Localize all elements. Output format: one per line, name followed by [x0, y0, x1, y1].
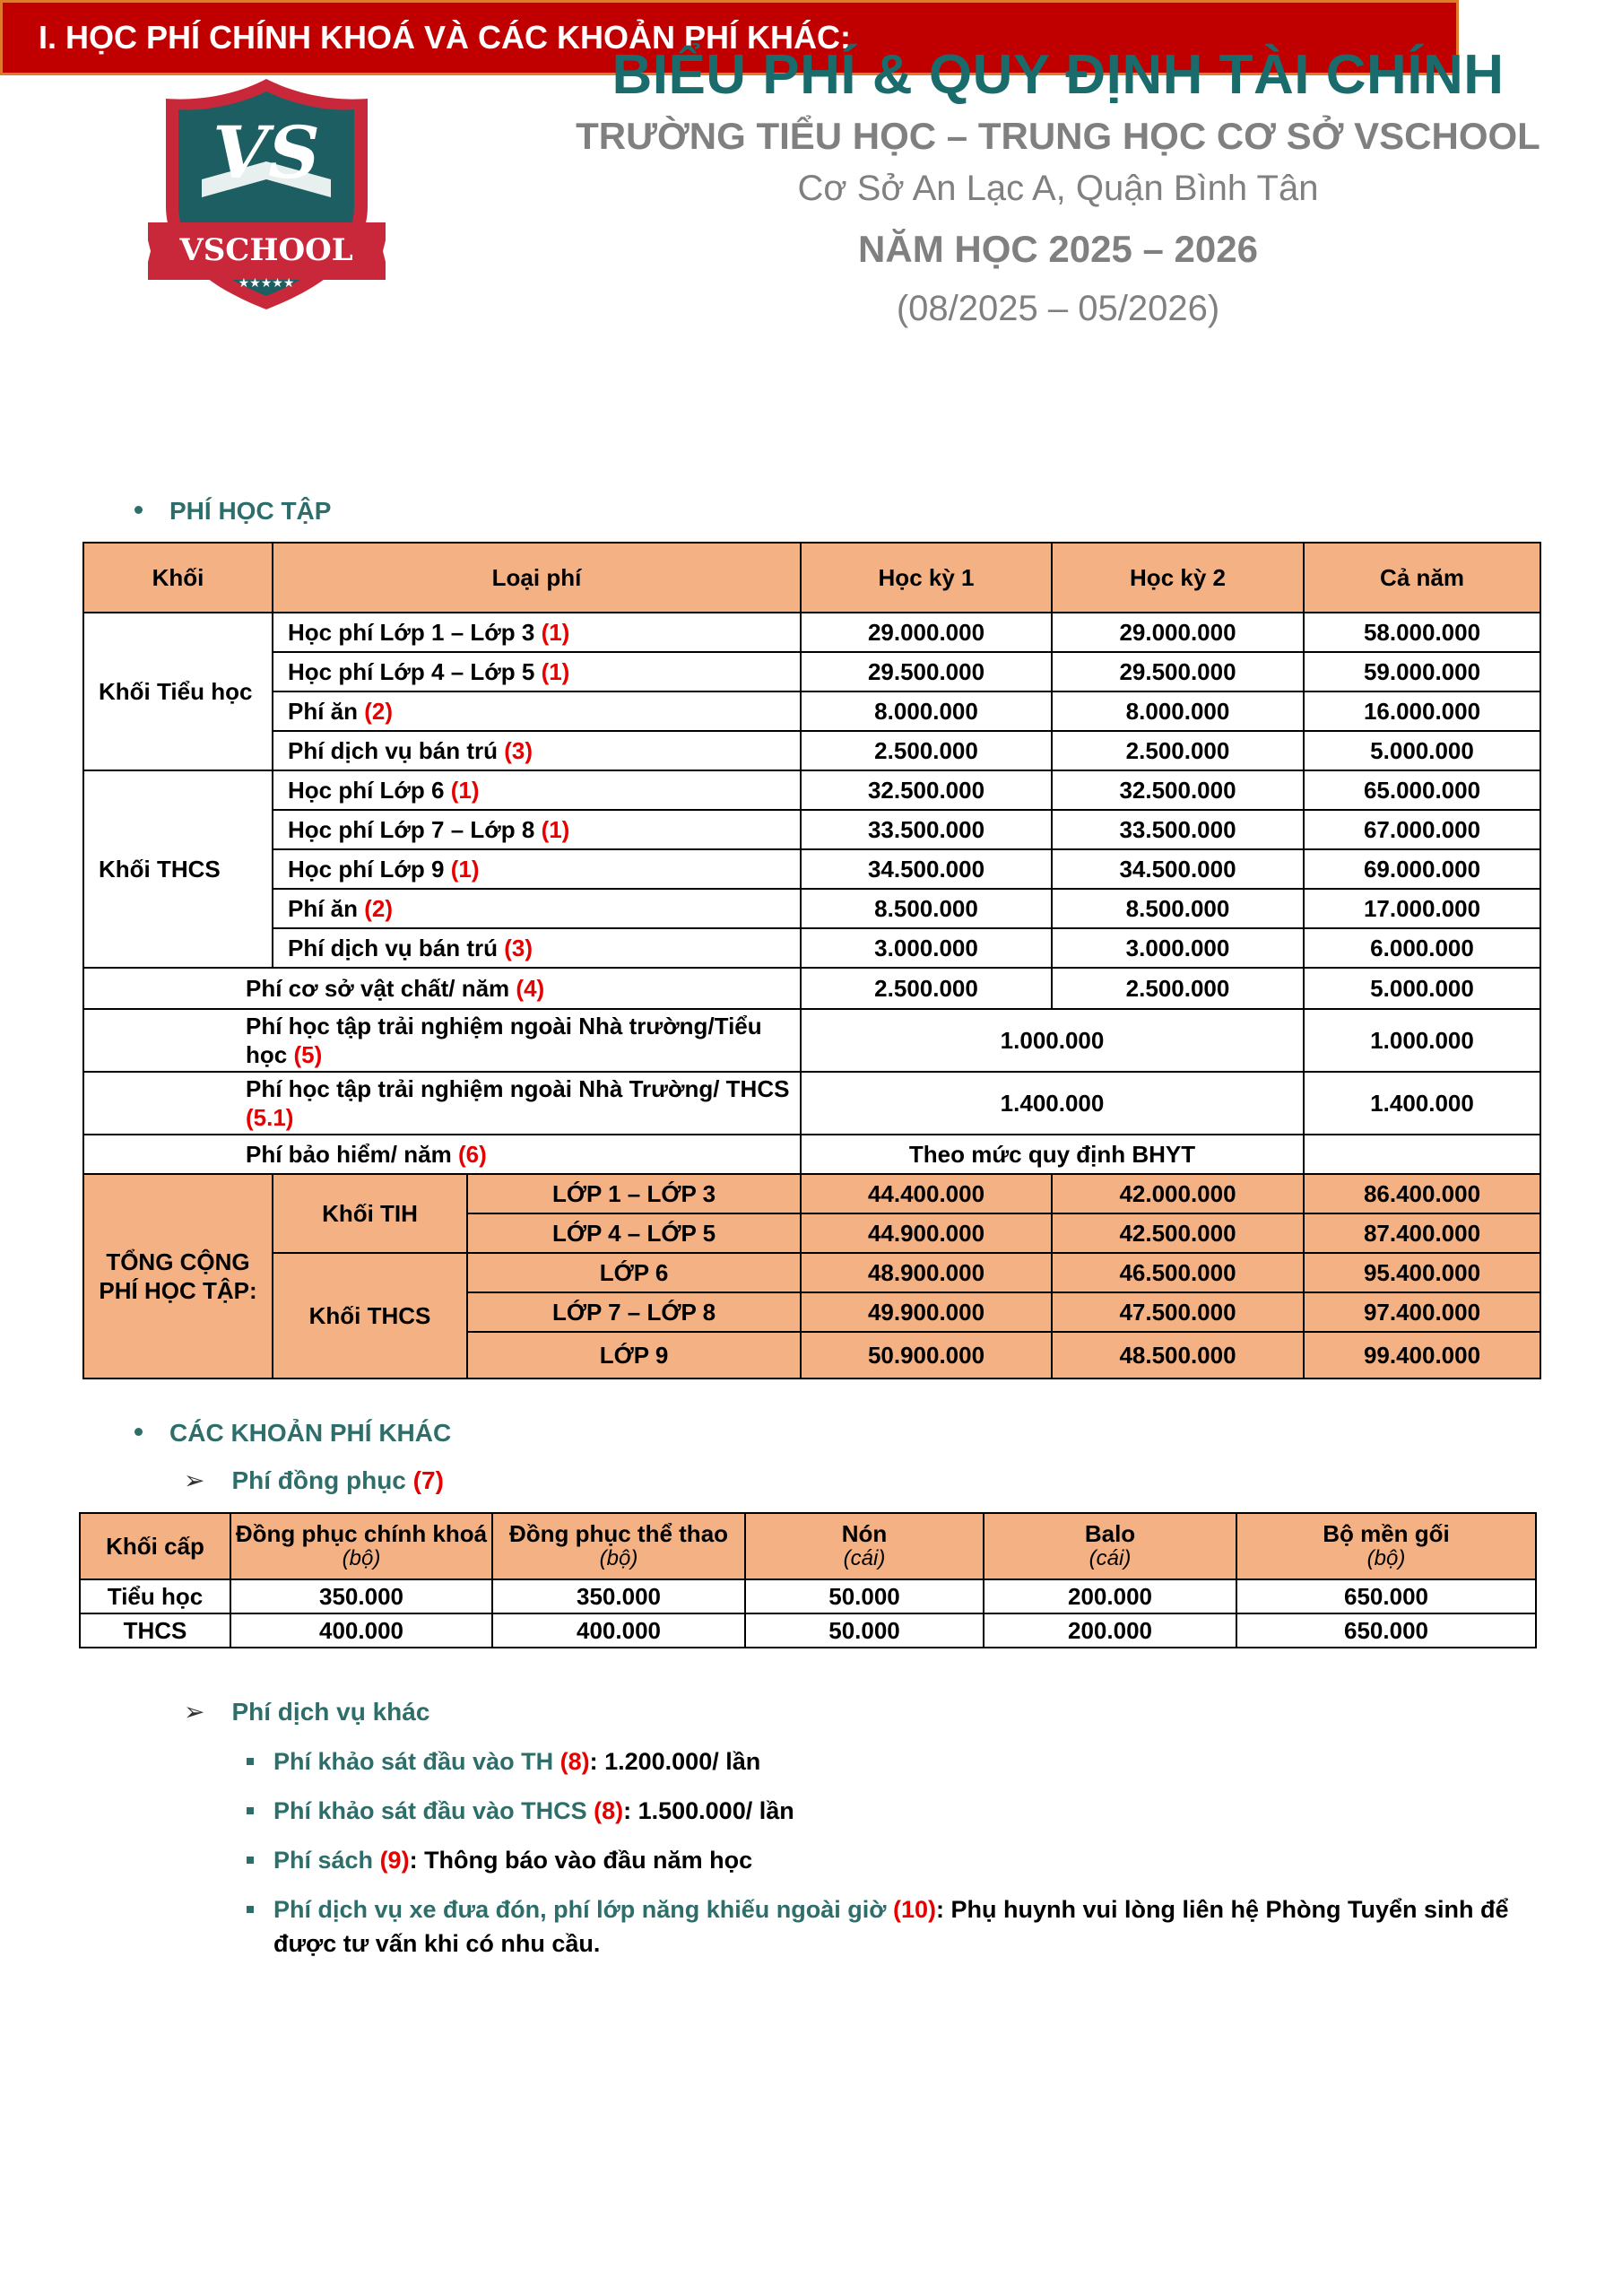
total-grade: LỚP 9 — [467, 1332, 801, 1378]
fee-year: 16.000.000 — [1304, 691, 1540, 731]
other-fees-heading — [134, 1419, 451, 1448]
total-year: 87.400.000 — [1304, 1213, 1540, 1253]
total-label: TỔNG CỘNG PHÍ HỌC TẬP: — [83, 1174, 273, 1378]
fee-label: Học phí Lớp 6 (1) — [273, 770, 801, 810]
table-row — [83, 613, 1540, 652]
table-row — [83, 928, 1540, 968]
services-heading — [184, 1697, 429, 1726]
total-year: 99.400.000 — [1304, 1332, 1540, 1378]
campus-name: Cơ Sở An Lạc A, Quận Bình Tân — [797, 169, 1319, 208]
tuition-table — [82, 542, 1541, 1379]
facility-label: Phí cơ sở vật chất/ năm (4) — [83, 968, 801, 1009]
table-row — [83, 691, 1540, 731]
total-grade: LỚP 1 – LỚP 3 — [467, 1174, 801, 1213]
arrow-icon: ➢ — [184, 1466, 205, 1494]
tuition-heading-label: PHÍ HỌC TẬP — [169, 497, 332, 525]
insurance-value: Theo mức quy định BHYT — [801, 1135, 1304, 1174]
fee-year: 65.000.000 — [1304, 770, 1540, 810]
bullet-square-icon — [247, 1906, 254, 1913]
insurance-label: Phí bảo hiểm/ năm (6) — [83, 1135, 801, 1174]
uniform-sport: 400.000 — [492, 1613, 745, 1648]
fee-label: Phí ăn (2) — [273, 889, 801, 928]
table-row — [83, 1009, 1540, 1072]
table-row — [83, 731, 1540, 770]
service-item: Phí dịch vụ xe đưa đón, phí lớp năng khiếu ngoài giờ (10): Phụ huynh vui lòng liên hệ Phòng Tuyển sinh để được tư vấn khi có nhu cầu. — [273, 1892, 1529, 1961]
total-hk1: 48.900.000 — [801, 1253, 1052, 1292]
bullet-square-icon — [247, 1758, 254, 1765]
table-row — [83, 1135, 1540, 1174]
fee-hk2: 2.500.000 — [1052, 731, 1304, 770]
total-group-primary: Khối TIH — [273, 1174, 467, 1253]
fee-hk2: 34.500.000 — [1052, 849, 1304, 889]
uniform-heading-label: Phí đồng phục — [231, 1466, 406, 1494]
bullet-square-icon — [247, 1857, 254, 1864]
facility-hk1: 2.500.000 — [801, 968, 1052, 1009]
table-row — [83, 889, 1540, 928]
fee-hk2: 8.500.000 — [1052, 889, 1304, 928]
fee-hk1: 29.000.000 — [801, 613, 1052, 652]
table-row — [83, 849, 1540, 889]
table-row — [83, 1072, 1540, 1135]
page-title: BIỂU PHÍ & QUY ĐỊNH TÀI CHÍNH — [612, 44, 1505, 106]
fee-year: 6.000.000 — [1304, 928, 1540, 968]
fee-hk1: 2.500.000 — [801, 731, 1052, 770]
fee-hk1: 3.000.000 — [801, 928, 1052, 968]
trip-primary-label: Phí học tập trải nghiệm ngoài Nhà trường/Tiểu học (5) — [83, 1009, 801, 1072]
fee-label: Học phí Lớp 1 – Lớp 3 (1) — [273, 613, 801, 652]
insurance-year — [1304, 1135, 1540, 1174]
total-year: 95.400.000 — [1304, 1253, 1540, 1292]
total-grade: LỚP 7 – LỚP 8 — [467, 1292, 801, 1332]
header-cell: Học kỳ 1 — [801, 543, 1052, 613]
header-cell: Loại phí — [273, 543, 801, 613]
uniform-heading — [184, 1465, 444, 1495]
total-row — [83, 1174, 1540, 1213]
uniform-bedding: 650.000 — [1236, 1613, 1536, 1648]
fee-hk2: 32.500.000 — [1052, 770, 1304, 810]
table-row — [83, 652, 1540, 691]
uniform-sport: 350.000 — [492, 1579, 745, 1613]
header-cell: Khối cấp — [80, 1513, 230, 1579]
table-row — [83, 770, 1540, 810]
uniform-level: Tiểu học — [80, 1579, 230, 1613]
uniform-hat: 50.000 — [745, 1579, 984, 1613]
trip-secondary-label: Phí học tập trải nghiệm ngoài Nhà Trường/ THCS (5.1) — [83, 1072, 801, 1135]
total-group-secondary: Khối THCS — [273, 1253, 467, 1378]
group-primary: Khối Tiểu học — [83, 613, 273, 770]
logo-stars: ★★★★★ — [238, 276, 295, 291]
fee-hk2: 33.500.000 — [1052, 810, 1304, 849]
header-cell: Balo (cái) — [984, 1513, 1236, 1579]
logo-text: VSCHOOL — [179, 232, 353, 268]
header-cell: Đồng phục thể thao (bộ) — [492, 1513, 745, 1579]
bullet-icon — [134, 506, 143, 514]
vschool-logo — [148, 72, 386, 314]
trip-primary-year: 1.000.000 — [1304, 1009, 1540, 1072]
service-item: Phí khảo sát đầu vào THCS (8): 1.500.000/ lần — [273, 1794, 1529, 1828]
school-year: NĂM HỌC 2025 – 2026 — [858, 228, 1258, 270]
fee-label: Học phí Lớp 9 (1) — [273, 849, 801, 889]
school-name: TRƯỜNG TIỂU HỌC – TRUNG HỌC CƠ SỞ VSCHOOL — [576, 115, 1540, 157]
fee-hk1: 8.500.000 — [801, 889, 1052, 928]
fee-hk2: 8.000.000 — [1052, 691, 1304, 731]
total-year: 97.400.000 — [1304, 1292, 1540, 1332]
total-hk1: 44.400.000 — [801, 1174, 1052, 1213]
total-year: 86.400.000 — [1304, 1174, 1540, 1213]
school-period: (08/2025 – 05/2026) — [896, 289, 1220, 328]
header-cell: Đồng phục chính khoá (bộ) — [230, 1513, 492, 1579]
fee-hk2: 3.000.000 — [1052, 928, 1304, 968]
trip-secondary-year: 1.400.000 — [1304, 1072, 1540, 1135]
uniform-level: THCS — [80, 1613, 230, 1648]
header-cell: Học kỳ 2 — [1052, 543, 1304, 613]
services-heading-label: Phí dịch vụ khác — [231, 1698, 430, 1726]
fee-year: 67.000.000 — [1304, 810, 1540, 849]
table-row — [83, 968, 1540, 1009]
table-row — [83, 810, 1540, 849]
total-hk2: 42.500.000 — [1052, 1213, 1304, 1253]
table-header-row — [80, 1513, 1536, 1579]
fee-hk1: 32.500.000 — [801, 770, 1052, 810]
bullet-square-icon — [247, 1807, 254, 1814]
total-hk1: 49.900.000 — [801, 1292, 1052, 1332]
total-hk1: 50.900.000 — [801, 1332, 1052, 1378]
fee-year: 17.000.000 — [1304, 889, 1540, 928]
logo-monogram: VS — [213, 110, 320, 195]
other-fees-heading-label: CÁC KHOẢN PHÍ KHÁC — [169, 1419, 452, 1447]
header-cell: Bộ mền gối (bộ) — [1236, 1513, 1536, 1579]
table-row — [80, 1613, 1536, 1648]
fee-hk1: 33.500.000 — [801, 810, 1052, 849]
fee-year: 59.000.000 — [1304, 652, 1540, 691]
fee-hk2: 29.000.000 — [1052, 613, 1304, 652]
service-item: Phí khảo sát đầu vào TH (8): 1.200.000/ lần — [273, 1744, 1529, 1779]
uniform-bedding: 650.000 — [1236, 1579, 1536, 1613]
trip-secondary-semester: 1.400.000 — [801, 1072, 1304, 1135]
total-row — [83, 1253, 1540, 1292]
tuition-heading — [134, 497, 331, 526]
uniform-bag: 200.000 — [984, 1613, 1236, 1648]
fee-year: 69.000.000 — [1304, 849, 1540, 889]
facility-hk2: 2.500.000 — [1052, 968, 1304, 1009]
total-hk2: 42.000.000 — [1052, 1174, 1304, 1213]
facility-year: 5.000.000 — [1304, 968, 1540, 1009]
uniform-main: 400.000 — [230, 1613, 492, 1648]
fee-label: Học phí Lớp 4 – Lớp 5 (1) — [273, 652, 801, 691]
service-item: Phí sách (9): Thông báo vào đầu năm học — [273, 1843, 1529, 1877]
uniform-hat: 50.000 — [745, 1613, 984, 1648]
total-hk1: 44.900.000 — [801, 1213, 1052, 1253]
fee-hk1: 29.500.000 — [801, 652, 1052, 691]
fee-label: Phí dịch vụ bán trú (3) — [273, 731, 801, 770]
uniform-main: 350.000 — [230, 1579, 492, 1613]
fee-hk1: 34.500.000 — [801, 849, 1052, 889]
table-row — [80, 1579, 1536, 1613]
header-cell: Cả năm — [1304, 543, 1540, 613]
arrow-icon: ➢ — [184, 1698, 205, 1726]
trip-primary-semester: 1.000.000 — [801, 1009, 1304, 1072]
fee-label: Học phí Lớp 7 – Lớp 8 (1) — [273, 810, 801, 849]
section-1-banner: I. HỌC PHÍ CHÍNH KHOÁ VÀ CÁC KHOẢN PHÍ KHÁC: — [0, 0, 1459, 75]
uniform-bag: 200.000 — [984, 1579, 1236, 1613]
group-secondary: Khối THCS — [83, 770, 273, 968]
table-header-row — [83, 543, 1540, 613]
header-cell: Khối — [83, 543, 273, 613]
total-hk2: 47.500.000 — [1052, 1292, 1304, 1332]
fee-hk2: 29.500.000 — [1052, 652, 1304, 691]
fee-year: 5.000.000 — [1304, 731, 1540, 770]
fee-year: 58.000.000 — [1304, 613, 1540, 652]
total-hk2: 46.500.000 — [1052, 1253, 1304, 1292]
total-hk2: 48.500.000 — [1052, 1332, 1304, 1378]
bullet-icon — [134, 1428, 143, 1436]
fee-label: Phí dịch vụ bán trú (3) — [273, 928, 801, 968]
total-grade: LỚP 4 – LỚP 5 — [467, 1213, 801, 1253]
header-cell: Nón (cái) — [745, 1513, 984, 1579]
uniform-note: (7) — [412, 1466, 444, 1494]
total-grade: LỚP 6 — [467, 1253, 801, 1292]
fee-label: Phí ăn (2) — [273, 691, 801, 731]
fee-hk1: 8.000.000 — [801, 691, 1052, 731]
uniform-table — [79, 1512, 1537, 1648]
